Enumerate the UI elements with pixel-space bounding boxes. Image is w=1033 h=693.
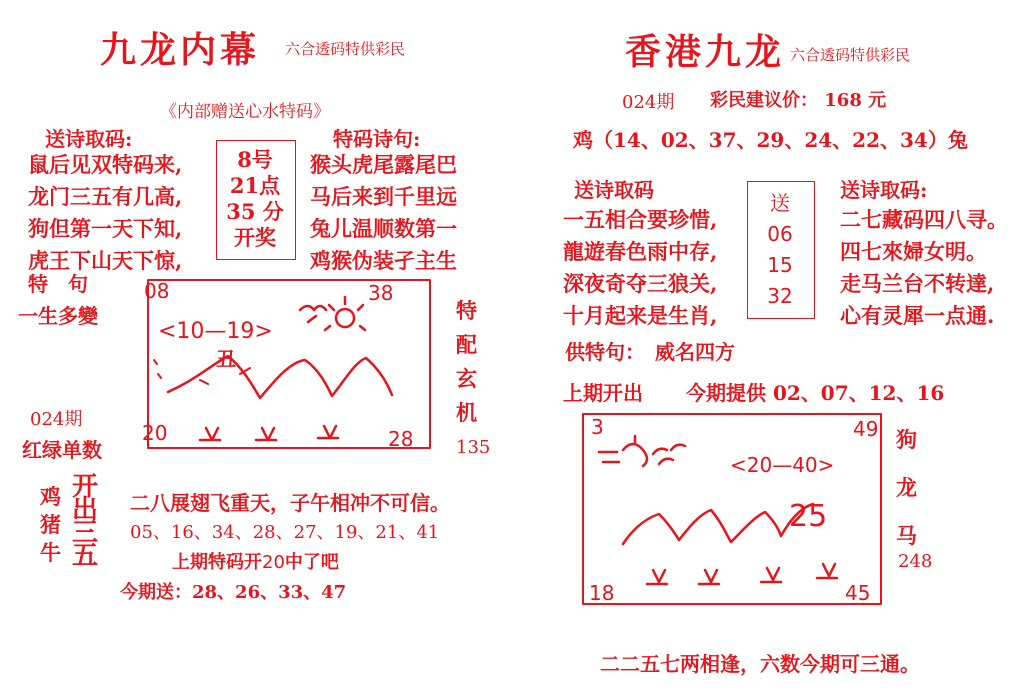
right-poem2-line: 二七藏码四八寻。 [840,207,1008,232]
right-subtitle: 六合透码特供彩民 [790,46,911,64]
left-code-poem-line: 鸡猴伪装孑主生 [310,248,457,273]
left-side-char: 玄 [456,366,477,391]
right-drawing-tr: 49 [853,417,879,441]
left-subtitle: 六合透码特供彩民 [285,40,406,58]
left-side-char: 特 [456,298,477,323]
right-poem-line: 一五相合要珍惜, [563,207,718,232]
left-drawing-mountains [168,356,392,398]
left-verse: 二八展翅飞重天，子午相冲不可信。 [130,491,450,515]
left-last-period-num: 20 [262,552,285,573]
right-special: 供特句： 威名四方 [565,340,735,364]
left-drawing-tl: 08 [144,279,170,303]
left-poem-line: 鼠后见双特码来, [28,152,183,177]
right-box-line: 送 [770,191,790,215]
right-poem2-line: 走马兰台不转達, [840,271,995,296]
left-box-line: 35 分 [226,199,284,224]
right-poem2-line: 心有灵犀一点通. [840,303,995,328]
left-title: 九龙内幕 [100,29,261,71]
right-drawing-clouds [599,436,685,466]
left-poem [28,149,182,277]
left-special-label: 特 句 [28,272,88,296]
left-open-char: 五 [72,541,99,571]
left-side-number: 135 [456,437,491,458]
left-zodiac-item: 鸡 [40,484,61,509]
left-zodiac-item: 猪 [40,512,61,537]
right-chicken-line: 鸡（14、02、37、29、24、22、34）兔 [573,128,968,152]
left-code-poem-line: 猴头虎尾露尾巴 [310,152,457,177]
left-box-line: 8号 [237,147,273,172]
right-poem-label: 送诗取码 [574,178,654,202]
left-drawing [140,270,440,455]
right-price: 彩民建议价： 168 元 [710,90,887,111]
left-open-char: 开 [72,472,99,502]
right-box-line: 32 [767,284,793,308]
left-numbers: 05、16、34、28、27、19、21、41 [130,522,440,543]
left-open-char: 出 [72,495,99,525]
right-issue: 024期 [622,92,675,113]
left-drawing-range: <10—19> [158,319,273,344]
left-code-poem-label: 特码诗句: [333,127,421,151]
left-code-poem-line: 兔儿温顺数第一 [310,216,457,241]
right-box-line: 15 [767,253,793,277]
left-red-green: 红绿单数 [22,438,102,462]
left-side-vertical [456,294,477,430]
left-poem-line: 龙门三五有几高, [28,184,183,209]
left-special-text: 一生多變 [18,304,98,328]
right-drawing-mountains [623,504,813,544]
right-drawing-br: 45 [845,581,871,605]
left-poem-line: 狗但第一天下知, [28,216,183,241]
right-poem [563,204,717,332]
right-drawing-grass [647,564,837,584]
right-drawing-frame [583,414,881,604]
left-section-head: 《内部赠送心水特码》 [160,102,330,122]
right-poem2-line: 四七來婦女明。 [840,239,987,264]
left-drawing-sun [300,297,365,330]
right-poem-line: 深夜奇夺三狼关, [563,271,718,296]
left-poem-line: 虎王下山天下惊, [28,248,183,273]
left-drawing-grass [200,426,338,440]
right-footer: 二二五七两相逢，六数今期可三通。 [600,652,920,676]
right-drawing [575,408,890,608]
left-draw-time [216,147,294,251]
right-side-char: 狗 [896,427,917,452]
left-drawing-frame [148,280,430,448]
left-box-line: 21点 [229,173,281,198]
right-gift [747,188,813,312]
left-code-poem [310,149,457,277]
left-drawing-tr: 38 [368,281,394,305]
left-drawing-char: 丑 [216,347,236,371]
left-last-period [172,548,339,574]
left-side-char: 机 [456,400,477,425]
left-drawing-br: 28 [388,427,414,451]
left-box-line: 开奖 [234,225,276,250]
left-poem-label: 送诗取码: [45,127,133,151]
right-title: 香港九龙 [625,31,786,73]
left-this-period: 今期送：28、26、33、47 [120,582,347,603]
right-poem-label-2: 送诗取码: [840,178,928,202]
left-drawing-bl: 20 [142,421,168,445]
left-zodiac [40,483,61,567]
right-side-char: 龙 [896,475,917,500]
right-poem-2 [840,204,1008,332]
right-poem-line: 十月起来是生肖, [563,303,718,328]
right-side-char: 马 [896,523,917,548]
left-last-period-prefix: 上期特码开 [172,552,262,573]
right-side-vertical [896,416,917,560]
left-last-period-suffix: 中了吧 [284,552,339,573]
left-open-col [72,472,99,571]
left-issue: 024期 [30,409,83,430]
right-this-provide: 今期提供 02、07、12、16 [686,381,945,405]
right-drawing-mid: 25 [789,499,828,534]
left-side-char: 配 [456,332,477,357]
right-last-open: 上期开出 [563,381,643,405]
right-drawing-bl: 18 [589,581,615,605]
right-drawing-range: <20—40> [730,453,835,477]
right-side-number: 248 [898,551,933,572]
right-box-line: 06 [767,222,793,246]
left-zodiac-item: 牛 [40,540,61,565]
left-code-poem-line: 马后来到千里远 [310,184,457,209]
right-drawing-tl: 3 [591,415,604,439]
right-poem-line: 龍遊春色雨中存, [563,239,718,264]
left-open-char: 三 [72,518,99,548]
